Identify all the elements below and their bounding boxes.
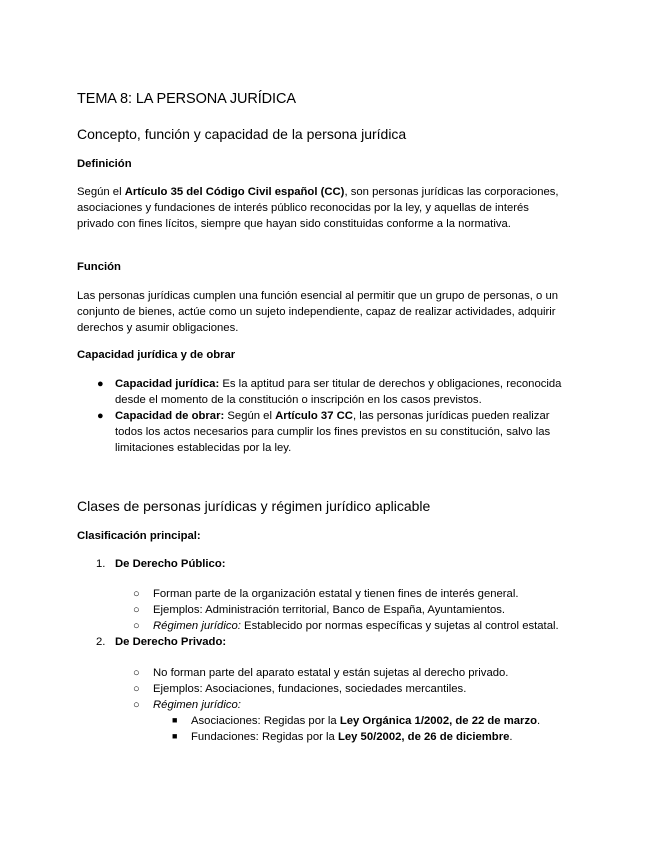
funcion-heading: Función: [77, 261, 121, 273]
capacidad-obrar-label: Capacidad de obrar:: [115, 410, 225, 422]
capacidad-obrar-text-2: , las personas jurídicas pueden realizar todos los actos necesarios para cumplir los fines previstos en su constitución, salvo las limitaciones establecidas por la ley.: [115, 410, 551, 455]
definicion-heading: Definición: [77, 158, 132, 170]
bullet-circle-icon: ○: [133, 683, 140, 695]
list-item-capacidad-juridica: [115, 376, 577, 408]
bullet-circle-icon: ○: [133, 588, 140, 600]
definicion-text-1: Según el: [77, 186, 125, 198]
bullet-dot-icon: ●: [97, 378, 104, 390]
fundaciones-ley: Ley 50/2002, de 26 de diciembre: [337, 731, 510, 743]
publico-regimen-label: Régimen jurídico:: [153, 620, 241, 632]
capacidad-juridica-label: Capacidad jurídica:: [115, 378, 220, 390]
document-title: TEMA 8: LA PERSONA JURÍDICA: [77, 91, 296, 107]
privado-bullet-2: Ejemplos: Asociaciones, fundaciones, sociedades mercantiles.: [153, 683, 467, 695]
bullet-circle-icon: ○: [133, 604, 140, 616]
publico-bullet-3: [153, 618, 559, 634]
asociaciones-end: .: [537, 715, 541, 727]
list-number: 2.: [96, 636, 106, 648]
asociaciones-text: Asociaciones: Regidas por la: [191, 715, 340, 727]
section1-heading: Concepto, función y capacidad de la persona jurídica: [77, 126, 407, 142]
definicion-article: Artículo 35 del Código Civil español (CC): [124, 186, 345, 198]
sub-bullet-asociaciones: [191, 713, 540, 729]
publico-bullet-1: Forman parte de la organización estatal y tienen fines de interés general.: [153, 588, 519, 600]
bullet-circle-icon: ○: [133, 620, 140, 632]
funcion-paragraph: Las personas jurídicas cumplen una función esencial al permitir que un grupo de personas, o un conjunto de bienes, actúe como un sujeto independiente, capaz de realizar actividades, adquirir derechos y asumir obligaciones.: [77, 290, 559, 335]
clasificacion-heading: Clasificación principal:: [77, 530, 201, 542]
bullet-circle-icon: ○: [133, 667, 140, 679]
privado-regimen-label: Régimen jurídico:: [153, 699, 241, 711]
list-number: 1.: [96, 558, 106, 570]
asociaciones-ley: Ley Orgánica 1/2002, de 22 de marzo: [339, 715, 537, 727]
definicion-paragraph: [77, 184, 569, 233]
definicion-text-2: , son personas jurídicas las corporaciones, asociaciones y fundaciones de interés público reconocidas por la ley, y aquellas de interés privado con fines lícitos, siempre que hayan sido constituidas conforme a la normativa.: [77, 186, 559, 231]
publico-regimen-text: Establecido por normas específicas y sujetas al control estatal.: [240, 620, 559, 632]
privado-bullet-3: [153, 697, 241, 713]
fundaciones-text: Fundaciones: Regidas por la: [191, 731, 338, 743]
privado-title: De Derecho Privado:: [115, 636, 227, 648]
publico-title: De Derecho Público:: [115, 558, 226, 570]
bullet-circle-icon: ○: [133, 699, 140, 711]
bullet-square-icon: ■: [172, 731, 178, 741]
publico-bullet-2: Ejemplos: Administración territorial, Banco de España, Ayuntamientos.: [153, 604, 506, 616]
capacidad-obrar-article: Artículo 37 CC: [275, 410, 353, 422]
privado-bullet-1: No forman parte del aparato estatal y están sujetas al derecho privado.: [153, 667, 509, 679]
fundaciones-end: .: [509, 731, 513, 743]
bullet-dot-icon: ●: [97, 410, 104, 422]
list-item-capacidad-obrar: [115, 408, 577, 457]
capacidad-heading: Capacidad jurídica y de obrar: [77, 349, 236, 361]
section2-heading: Clases de personas jurídicas y régimen jurídico aplicable: [77, 498, 431, 514]
sub-bullet-fundaciones: [191, 729, 513, 745]
capacidad-obrar-text-1: Según el: [224, 410, 276, 422]
bullet-square-icon: ■: [172, 715, 178, 725]
capacidad-juridica-text: Es la aptitud para ser titular de derechos y obligaciones, reconocida desde el momento de la constitución o inscripción en los casos previstos.: [115, 378, 562, 407]
